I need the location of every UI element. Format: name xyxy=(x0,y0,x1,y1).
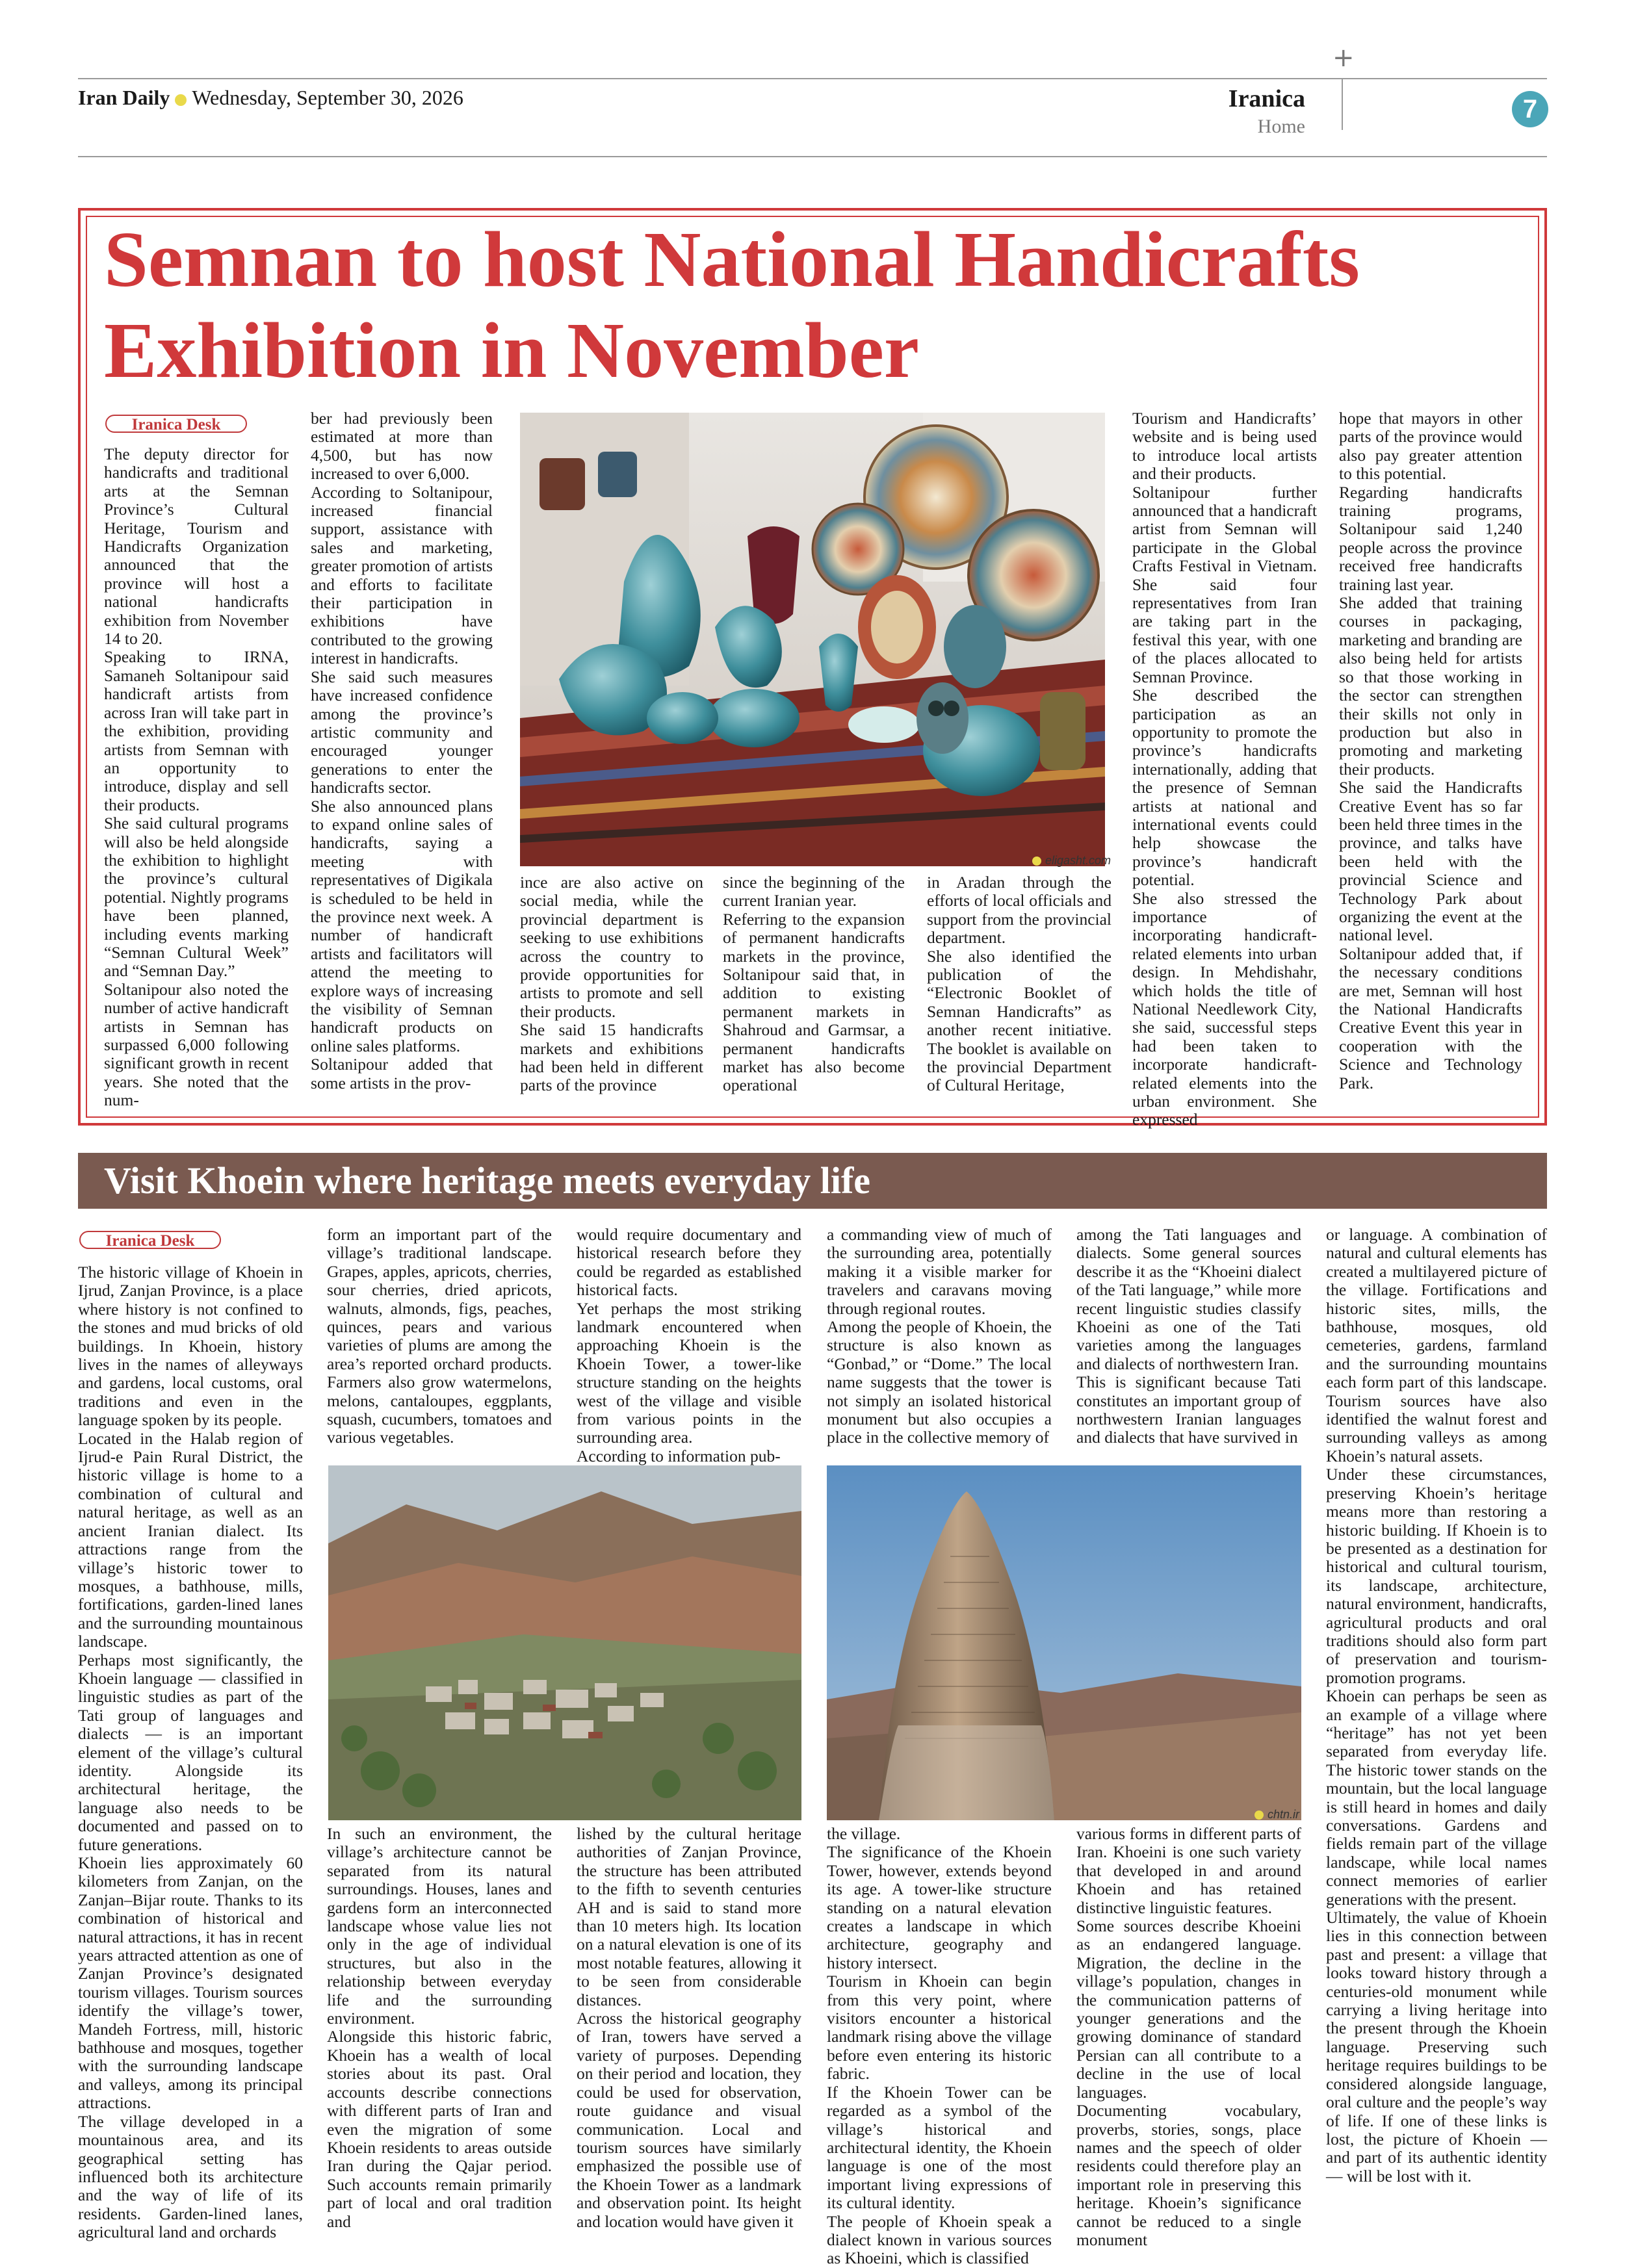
credit-dot-icon xyxy=(1254,1811,1264,1820)
article2-column-3-bottom xyxy=(577,1825,801,2231)
paragraph: She added that training courses in packaging, marketing and branding are also being held for artists so that those working in the sector can strengthen their skills not only in production but also in promoting and marketing their products. xyxy=(1339,593,1522,779)
handicrafts-photo-illustration xyxy=(520,413,1105,866)
paragraph: Speaking to IRNA, Samaneh Soltanipour said handicraft artists from across Iran will take part in the exhibition, providing artists from Semnan with an opportunity to introduce, display and sell their products. xyxy=(104,647,289,814)
photo2-credit-text: chtn.ir xyxy=(1268,1808,1300,1821)
paragraph: Khoein can perhaps be seen as an example of a village where “heritage” has not yet been separated from everyday life. The historic tower stands on the mountain, but the local language is still heard in homes and daily conversations. Gardens and fields remain part of the village landscape, while local names connect memories of earlier generations with the present. xyxy=(1326,1686,1547,1909)
paragraph: Tourism and Handicrafts’ website and is being used to introduce local artists and their products. xyxy=(1132,409,1317,483)
subsection-name: Home xyxy=(1257,116,1305,137)
village-photo xyxy=(328,1465,801,1820)
paragraph: Soltanipour also noted the number of active handicraft artists in Semnan has surpassed 6,000 following significant growth in recent years. She noted that the num- xyxy=(104,979,289,1110)
paragraph: Soltanipour added that some artists in the prov- xyxy=(311,1055,493,1092)
paragraph: Soltanipour added that, if the necessary conditions are met, Semnan will host the National Handicrafts Creative Event this year in cooperation with the Science and Technology Park. xyxy=(1339,944,1522,1092)
paragraph: She said such measures have increased confidence among the province’s artistic community and encouraged younger generations to enter the handicrafts sector. xyxy=(311,667,493,797)
header-divider xyxy=(1342,78,1343,130)
paragraph: ber had previously been estimated at more than 4,500, but has now increased to over 6,000. xyxy=(311,409,493,483)
paragraph: She said 15 handicrafts markets and exhibitions had been held in different parts of the province xyxy=(520,1020,703,1095)
paragraph: The deputy director for handicrafts and traditional arts at the Semnan Province’s Cultural Heritage, Tourism and Handicrafts Organization announced that the province will host a national handicrafts exhibition from November 14 to 20. xyxy=(104,445,289,649)
paragraph: or language. A combination of natural and cultural elements has created a multilayered picture of the village. Fortifications and historic sites, mills, the bathhouse, mosques, old cemeteries, gardens, farmland and the surrounding mountains each form part of this landscape. Tourism sources have also identified the walnut forest and surrounding valleys as among Khoein’s natural assets. xyxy=(1326,1225,1547,1465)
photo2-credit xyxy=(1254,1808,1299,1822)
article2-column-5-bottom xyxy=(1076,1825,1301,2249)
article2-column-6 xyxy=(1326,1226,1547,2185)
paragraph: Khoein lies approximately 60 kilometers from Zanjan, on the Zanjan–Bijar route. Thanks to its combination of historical and natural attractions, it has in recent years attracted attention as one of Zanjan Province’s designated tourism villages. Tourism sources identify the village’s tower, Mandeh Fortress, mill, historic bathhouse and mosques, together with the surrounding landscape and valleys, among its principal attractions. xyxy=(78,1853,303,2113)
paragraph: lished by the cultural heritage authorities of Zanjan Province, the structure has been attributed to the fifth to seventh centuries AH and is said to stand more than 10 meters high. Its location on a natural elevation is one of its most notable features, allowing it to be seen from considerable distances. xyxy=(577,1824,801,2009)
tower-photo-illustration xyxy=(827,1465,1301,1820)
crop-mark-icon: + xyxy=(1332,43,1355,73)
issue-date: Wednesday, September 30, 2026 xyxy=(192,86,463,109)
paragraph: Documenting vocabulary, proverbs, stories, songs, place names and the speech of older residents could therefore play an important role in preserving this heritage. Khoein’s significance cannot be reduced to a single monument xyxy=(1076,2101,1301,2249)
article1-column-1 xyxy=(104,445,289,1110)
paragraph: The historic village of Khoein in Ijrud, Zanjan Province, is a place where history is not confined to the stones and mud bricks of old buildings. In Khoein, history lives in the names of alleyways and gardens, local customs, oral traditions and even in the language spoken by its people. xyxy=(78,1263,303,1430)
paragraph: Located in the Halab region of Ijrud-e Pain Rural District, the historic village is home to a combination of cultural and natural heritage, as well as an ancient Iranian dialect. Its attractions range from the village’s historic tower to mosques, a bathhouse, mills, fortifications, garden-lined lanes and the surrounding mountainous landscape. xyxy=(78,1428,303,1651)
paragraph: would require documentary and historical research before they could be regarded as established historical facts. xyxy=(577,1225,801,1300)
paragraph: Soltanipour further announced that a handicraft artist from Semnan will participate in the Global Crafts Festival in Vietnam. She said four representatives from Iran are taking part in the festival this year, with one of the places allocated to Semnan Province. xyxy=(1132,482,1317,686)
paragraph: According to Soltanipour, increased financial support, assistance with sales and marketing, greater promotion of artists and efforts to facilitate their participation in exhibitions have contributed to the growing interest in handicrafts. xyxy=(311,482,493,668)
paragraph: Ultimately, the value of Khoein lies in this connection between past and present: a village that looks toward history through a centuries-old monument while carrying a living heritage into the present through the Khoein language. Preserving such heritage requires buildings to be considered alongside language, oral culture and the people’s way of life. If one of these links is lost, the picture of Khoein — and part of its authentic identity — will be lost with it. xyxy=(1326,1908,1547,2185)
paragraph: If the Khoein Tower can be regarded as a symbol of the village’s historical and architectural identity, the Khoein language is one of the most important living expressions of its cultural identity. xyxy=(827,2082,1052,2213)
article2-column-2-bottom xyxy=(327,1825,552,2231)
article2-column-3-top xyxy=(577,1226,801,1465)
header-top-rule xyxy=(78,78,1547,79)
paragraph: She described the participation as an opportunity to promote the province’s handicrafts internationally, adding that the presence of Semnan artists at national and international events could help showcase the province’s handicraft potential. xyxy=(1132,686,1317,890)
article1-column-5 xyxy=(927,873,1112,1095)
article2-column-4-bottom xyxy=(827,1825,1052,2268)
paragraph: Regarding handicrafts training programs, Soltanipour said 1,240 people across the province received free handicrafts training last year. xyxy=(1339,482,1522,594)
photo1-credit xyxy=(1032,854,1111,868)
paragraph: a commanding view of much of the surrounding area, potentially making it a visible marker for travelers and caravans moving through regional routes. xyxy=(827,1225,1052,1318)
paragraph: The village developed in a mountainous area, and its geographical setting has influenced both its architecture and the way of life of its residents. Garden-lined lanes, agricultural land and orchards xyxy=(78,2111,303,2242)
paper-name: Iran Daily xyxy=(78,86,170,109)
paragraph: in Aradan through the efforts of local officials and support from the provincial department. xyxy=(927,873,1112,947)
village-photo-illustration xyxy=(328,1465,801,1820)
article1-byline-badge: Iranica Desk xyxy=(105,415,247,433)
article1-column-6 xyxy=(1132,409,1317,1129)
header-bottom-rule xyxy=(78,156,1547,157)
section-label xyxy=(1228,84,1305,138)
paragraph: In such an environment, the village’s architecture cannot be separated from its natural surroundings. Houses, lanes and gardens form an interconnected landscape whose value lies not only in the age of individual structures, but also in the relationship between everyday life and the surrounding environment. xyxy=(327,1824,552,2028)
paragraph: various forms in different parts of Iran. Khoeini is one such variety that developed in and around Khoein and has retained distinctive linguistic features. xyxy=(1076,1824,1301,1917)
article2-headline: Visit Khoein where heritage meets everyday life xyxy=(104,1159,871,1202)
page-number-badge: 7 xyxy=(1512,91,1548,127)
paragraph: Across the historical geography of Iran, towers have served a variety of purposes. Depending on their period and location, they could be used for observation, route guidance and visual communication. Local and tourism sources have similarly emphasized the possible use of the Khoein Tower as a landmark and observation point. Its height and location would have given it xyxy=(577,2009,801,2231)
paragraph: She said the Handicrafts Creative Event has so far been held three times in the province, and talks have been held with the provincial Science and Technology Park about organizing the event at the national level. xyxy=(1339,778,1522,945)
article1-column-2 xyxy=(311,409,493,1092)
paragraph: The people of Khoein speak a dialect known in various sources as Khoeini, which is classified xyxy=(827,2211,1052,2268)
paragraph: Referring to the expansion of permanent handicrafts markets in the province, Soltanipour said that, in addition to existing permanent markets in Shahroud and Garmsar, a permanent handicrafts market has also become operational xyxy=(723,909,905,1095)
article1-column-3 xyxy=(520,873,703,1095)
paragraph: She also identified the publication of the “Electronic Booklet of Semnan Handicrafts” as another recent initiative. The booklet is available on the provincial Department of Cultural Heritage, xyxy=(927,946,1112,1095)
article2-column-2-top: form an important part of the village’s traditional landscape. Grapes, apples, apricots, cherries, sour cherries, dried apricots, walnuts, almonds, figs, peaches, quinces, pears and various varieties of plums are among the area’s reported orchard products. Farmers also grow watermelons, melons, cantaloupes, eggplants, squash, cucumbers, tomatoes and various vegetables. xyxy=(327,1225,552,1447)
handicrafts-photo xyxy=(520,413,1105,866)
masthead xyxy=(78,86,463,110)
section-name: Iranica xyxy=(1228,85,1305,112)
article1-column-4 xyxy=(723,873,905,1095)
photo1-credit-text: eligasht.com xyxy=(1045,854,1112,867)
paragraph: She said cultural programs will also be held alongside the exhibition to highlight the province’s cultural potential. Nightly programs have been planned, including events marking “Semnan Cultural Week” and “Semnan Day.” xyxy=(104,814,289,981)
paragraph: She also stressed the importance of incorporating handicraft-related elements into urban design. In Mehdishahr, which holds the title of National Needlework City, she said, successful steps had been taken to incorporate handicraft-related elements into the urban environment. She expressed xyxy=(1132,888,1317,1129)
paragraph: Among the people of Khoein, the structure is also known as “Gonbad,” or “Dome.” The local name suggests that the tower is not simply an isolated historical monument but also occupies a place in the collective memory of xyxy=(827,1317,1052,1447)
paragraph: ince are also active on social media, while the provincial department is seeking to use exhibitions across the country to provide opportunities for artists to promote and sell their products. xyxy=(520,873,703,1021)
separator-dot-icon xyxy=(175,94,187,106)
paragraph: hope that mayors in other parts of the province would also pay greater attention to this potential. xyxy=(1339,409,1522,483)
article2-byline-badge: Iranica Desk xyxy=(79,1231,221,1249)
paragraph: Tourism in Khoein can begin from this very point, where visitors encounter a historical landmark rising above the village before even entering its historic fabric. xyxy=(827,1972,1052,2083)
article2-column-4-top xyxy=(827,1226,1052,1447)
paragraph: This is significant because Tati constitutes an important group of northwestern Iranian languages and dialects that have survived in xyxy=(1076,1372,1301,1447)
paragraph: Some sources describe Khoeini as an endangered language. Migration, the decline in the village’s population, changes in the communication patterns of younger generations and the growing dominance of standard Persian can all contribute to a decline in the use of local languages. xyxy=(1076,1916,1301,2102)
article2-column-1 xyxy=(78,1263,303,2242)
article1-headline: Semnan to host National Handicrafts Exhibition in November xyxy=(104,216,1360,394)
paragraph: the village. xyxy=(827,1824,901,1843)
paragraph: Yet perhaps the most striking landmark encountered when approaching Khoein is the Khoein Tower, a tower-like structure standing on the heights west of the village and visible from various points in the surrounding area. xyxy=(577,1298,801,1447)
paragraph: Perhaps most significantly, the Khoein language — classified in linguistic studies as part of the Tati group of languages and dialects — is an important element of the village’s cultural identity. Alongside its architectural heritage, the language also needs to be documented and passed on to future generations. xyxy=(78,1650,303,1854)
khoein-tower-photo xyxy=(827,1465,1301,1820)
article2-column-5-top xyxy=(1076,1226,1301,1447)
article1-column-7 xyxy=(1339,409,1522,1092)
paragraph: among the Tati languages and dialects. Some general sources describe it as the “Khoeini dialect of the Tati language,” while more recent linguistic studies classify Khoeini as one of the Tati varieties among the languages and dialects of northwestern Iran. xyxy=(1076,1225,1301,1373)
credit-dot-icon xyxy=(1032,857,1041,866)
paragraph: She also announced plans to expand online sales of handicrafts, saying a meeting with representatives of Digikala is scheduled to be held in the province next week. A number of handicraft artists and facilitators will attend the meeting to explore ways of increasing the visibility of Semnan handicraft products on online sales platforms. xyxy=(311,796,493,1055)
paragraph: The significance of the Khoein Tower, however, extends beyond its age. A tower-like structure standing on a natural elevation creates a landscape in which architecture, geography and history intersect. xyxy=(827,1842,1052,1972)
paragraph: since the beginning of the current Iranian year. xyxy=(723,873,905,910)
paragraph: Under these circumstances, preserving Khoein’s heritage means more than restoring a historic building. If Khoein is to be presented as a destination for historical and cultural tourism, its landscape, architecture, natural environment, handicrafts, agricultural products and oral traditions should also form part of preservation and tourism-promotion programs. xyxy=(1326,1465,1547,1687)
paragraph: Alongside this historic fabric, Khoein has a wealth of local stories about its past. Oral accounts describe connections with different parts of Iran and even the migration of some Khoein residents to areas outside Iran during the Qajar period. Such accounts remain primarily part of local and oral tradition and xyxy=(327,2027,552,2231)
paragraph: According to information pub- xyxy=(577,1446,781,1465)
